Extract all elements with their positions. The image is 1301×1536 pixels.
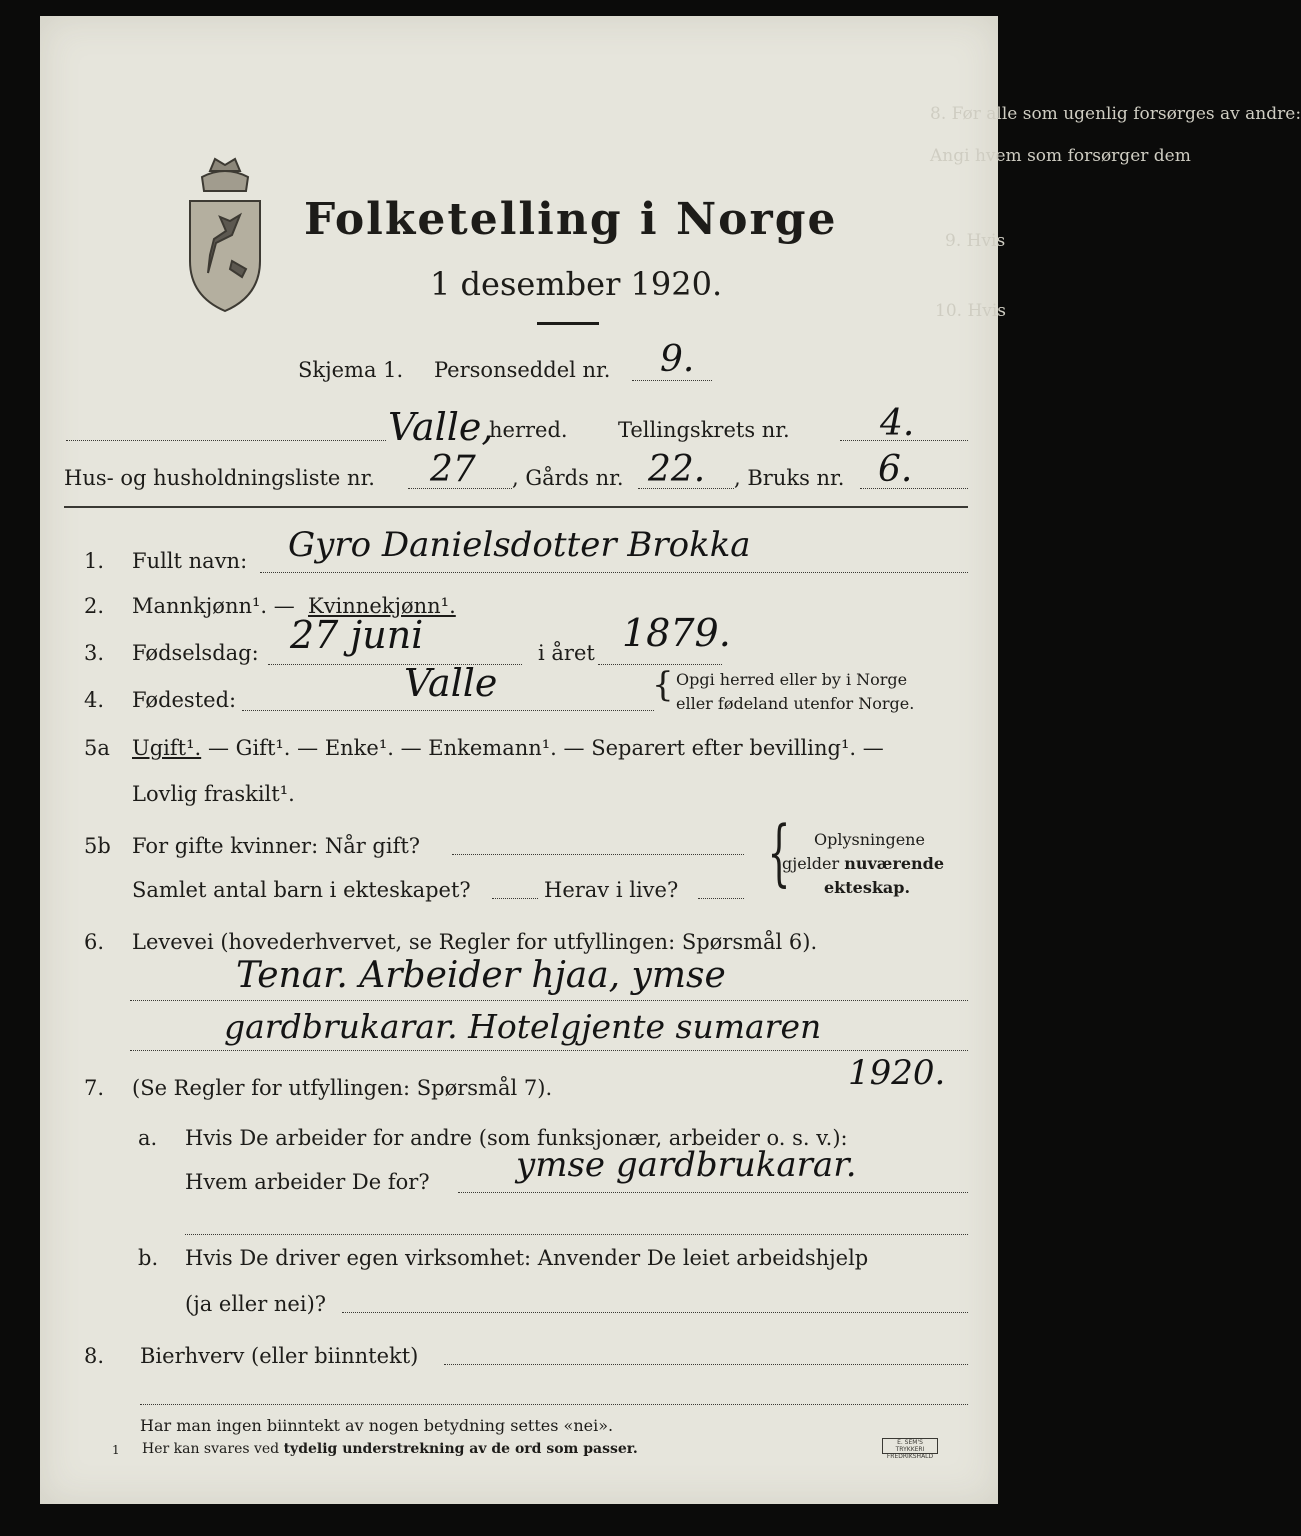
tellingskrets-value: 4. bbox=[880, 403, 915, 444]
bruks-label: , Bruks nr. bbox=[734, 466, 845, 490]
q4-line bbox=[242, 710, 654, 711]
q5a-other-options: — Gift¹. — Enke¹. — Enkemann¹. — Separert efter bevilling¹. — bbox=[208, 736, 884, 760]
q7b-line bbox=[342, 1312, 968, 1313]
hus-line bbox=[408, 488, 512, 489]
q6-number: 6. bbox=[84, 930, 105, 954]
q4-label: Fødested: bbox=[132, 688, 237, 712]
biinntekt-note: Har man ingen biinntekt av nogen betydning settes «nei». bbox=[140, 1416, 614, 1435]
q4-birthplace: Valle bbox=[404, 661, 498, 705]
q4-brace: { bbox=[652, 665, 674, 705]
q4-note-line2: eller fødeland utenfor Norge. bbox=[676, 694, 915, 713]
q4-number: 4. bbox=[84, 688, 105, 712]
q2-number: 2. bbox=[84, 594, 105, 618]
q5b-herav-label: Herav i live? bbox=[544, 878, 679, 902]
q1-label: Fullt navn: bbox=[132, 549, 248, 573]
q5a-number: 5a bbox=[84, 736, 110, 760]
gards-value: 22. bbox=[648, 449, 706, 490]
q3-number: 3. bbox=[84, 641, 105, 665]
q5b-barn-line bbox=[492, 898, 538, 899]
q7a-line1 bbox=[458, 1192, 968, 1193]
q7a-letter: a. bbox=[138, 1126, 158, 1150]
q7b-ja-nei-label: (ja eller nei)? bbox=[185, 1292, 327, 1316]
bleed-through-text: Angi hvem som forsørger dem bbox=[930, 146, 1191, 166]
form-date: 1 desember 1920. bbox=[430, 265, 723, 303]
form-title: Folketelling i Norge bbox=[304, 194, 838, 245]
bleed-through-text: 9. Hvis bbox=[945, 231, 1006, 251]
q5b-number: 5b bbox=[84, 834, 111, 858]
q3-birth-year: 1879. bbox=[622, 611, 731, 655]
q6-occupation-line2: gardbrukarar. Hotelgjente sumaren bbox=[224, 1007, 822, 1046]
census-form-page bbox=[40, 16, 1301, 1504]
hus-label: Hus- og husholdningsliste nr. bbox=[64, 466, 375, 490]
herred-line bbox=[66, 440, 386, 441]
personseddel-value: 9. bbox=[660, 339, 695, 380]
q8-number: 8. bbox=[84, 1344, 105, 1368]
q6-label: Levevei (hovederhvervet, se Regler for utfyllingen: Spørsmål 6). bbox=[132, 930, 818, 954]
q5b-nar-gift-label: For gifte kvinner: Når gift? bbox=[132, 834, 421, 858]
bruks-line bbox=[860, 488, 968, 489]
q5a-ugift: Ugift¹. bbox=[132, 736, 202, 760]
herred-value: Valle, bbox=[388, 405, 494, 449]
footnote-text-a: Her kan svares ved bbox=[142, 1441, 284, 1457]
q5b-note-line3: ekteskap. bbox=[824, 878, 911, 897]
skjema-label: Skjema 1. bbox=[298, 358, 404, 382]
q5b-note-line1: Oplysningene bbox=[814, 830, 925, 849]
section-divider bbox=[64, 506, 968, 508]
bruks-value: 6. bbox=[878, 449, 913, 490]
personseddel-label: Personseddel nr. bbox=[434, 358, 611, 382]
bleed-through-text: 10. Hvis bbox=[935, 301, 1007, 321]
footnote-text-b: tydelig understrekning av de ord som passer. bbox=[283, 1441, 638, 1457]
tellingskrets-line bbox=[840, 440, 968, 441]
q3-label: Fødselsdag: bbox=[132, 641, 259, 665]
q1-number: 1. bbox=[84, 549, 105, 573]
q5b-brace: { bbox=[767, 810, 791, 894]
title-divider bbox=[537, 322, 599, 325]
q5b-nar-gift-line bbox=[452, 854, 744, 855]
q8-line2 bbox=[140, 1404, 968, 1405]
q6-occupation-line1: Tenar. Arbeider hjaa, ymse bbox=[236, 955, 726, 996]
herred-label: herred. bbox=[489, 418, 568, 442]
q2-mannkjonn: Mannkjønn¹. — bbox=[132, 594, 295, 618]
q1-line bbox=[260, 572, 968, 573]
tellingskrets-label: Tellingskrets nr. bbox=[618, 418, 790, 442]
printer-stamp: E. SEM'S TRYKKERI FREDRIKSHALD bbox=[882, 1438, 938, 1454]
gards-line bbox=[638, 488, 734, 489]
q6-line2 bbox=[130, 1050, 968, 1051]
q7a-label: Hvis De arbeider for andre (som funksjonær, arbeider o. s. v.): bbox=[185, 1126, 848, 1150]
q7a-employer: ymse gardbrukarar. bbox=[516, 1145, 857, 1185]
q7b-label: Hvis De driver egen virksomhet: Anvender De leiet arbeidshjelp bbox=[185, 1246, 869, 1270]
q2-kvinnekjonn: Kvinnekjønn¹. bbox=[308, 594, 456, 618]
hus-value: 27 bbox=[430, 449, 476, 490]
q3-birth-date: 27 juni bbox=[290, 613, 424, 657]
coat-of-arms-icon bbox=[180, 151, 270, 317]
q5a-lovlig-fraskilt: Lovlig fraskilt¹. bbox=[132, 782, 295, 806]
gards-label: , Gårds nr. bbox=[512, 466, 624, 490]
q6-line1 bbox=[130, 1000, 968, 1001]
q5b-barn-label: Samlet antal barn i ekteskapet? bbox=[132, 878, 471, 902]
footnote-marker: 1 bbox=[112, 1443, 120, 1457]
q4-note-line1: Opgi herred eller by i Norge bbox=[676, 670, 908, 689]
bleed-through-text: 8. Før alle som ugenlig forsørges av andre: bbox=[930, 104, 1301, 124]
q1-full-name: Gyro Danielsdotter Brokka bbox=[288, 525, 751, 565]
q5b-note-line2a: gjelder bbox=[782, 854, 845, 873]
q7a-hvem-label: Hvem arbeider De for? bbox=[185, 1170, 430, 1194]
q5b-note-line2b: nuværende bbox=[844, 854, 945, 873]
q7-number: 7. bbox=[84, 1076, 105, 1100]
personseddel-line bbox=[632, 380, 712, 381]
q7a-line2 bbox=[185, 1234, 968, 1235]
q8-label: Bierhverv (eller biinntekt) bbox=[140, 1344, 419, 1368]
q3-aret-label: i året bbox=[538, 641, 595, 665]
q5b-herav-line bbox=[698, 898, 744, 899]
q8-line1 bbox=[444, 1364, 968, 1365]
q7b-letter: b. bbox=[138, 1246, 159, 1270]
q7-label: (Se Regler for utfyllingen: Spørsmål 7). bbox=[132, 1076, 553, 1100]
q6-occupation-line3: 1920. bbox=[848, 1053, 946, 1093]
